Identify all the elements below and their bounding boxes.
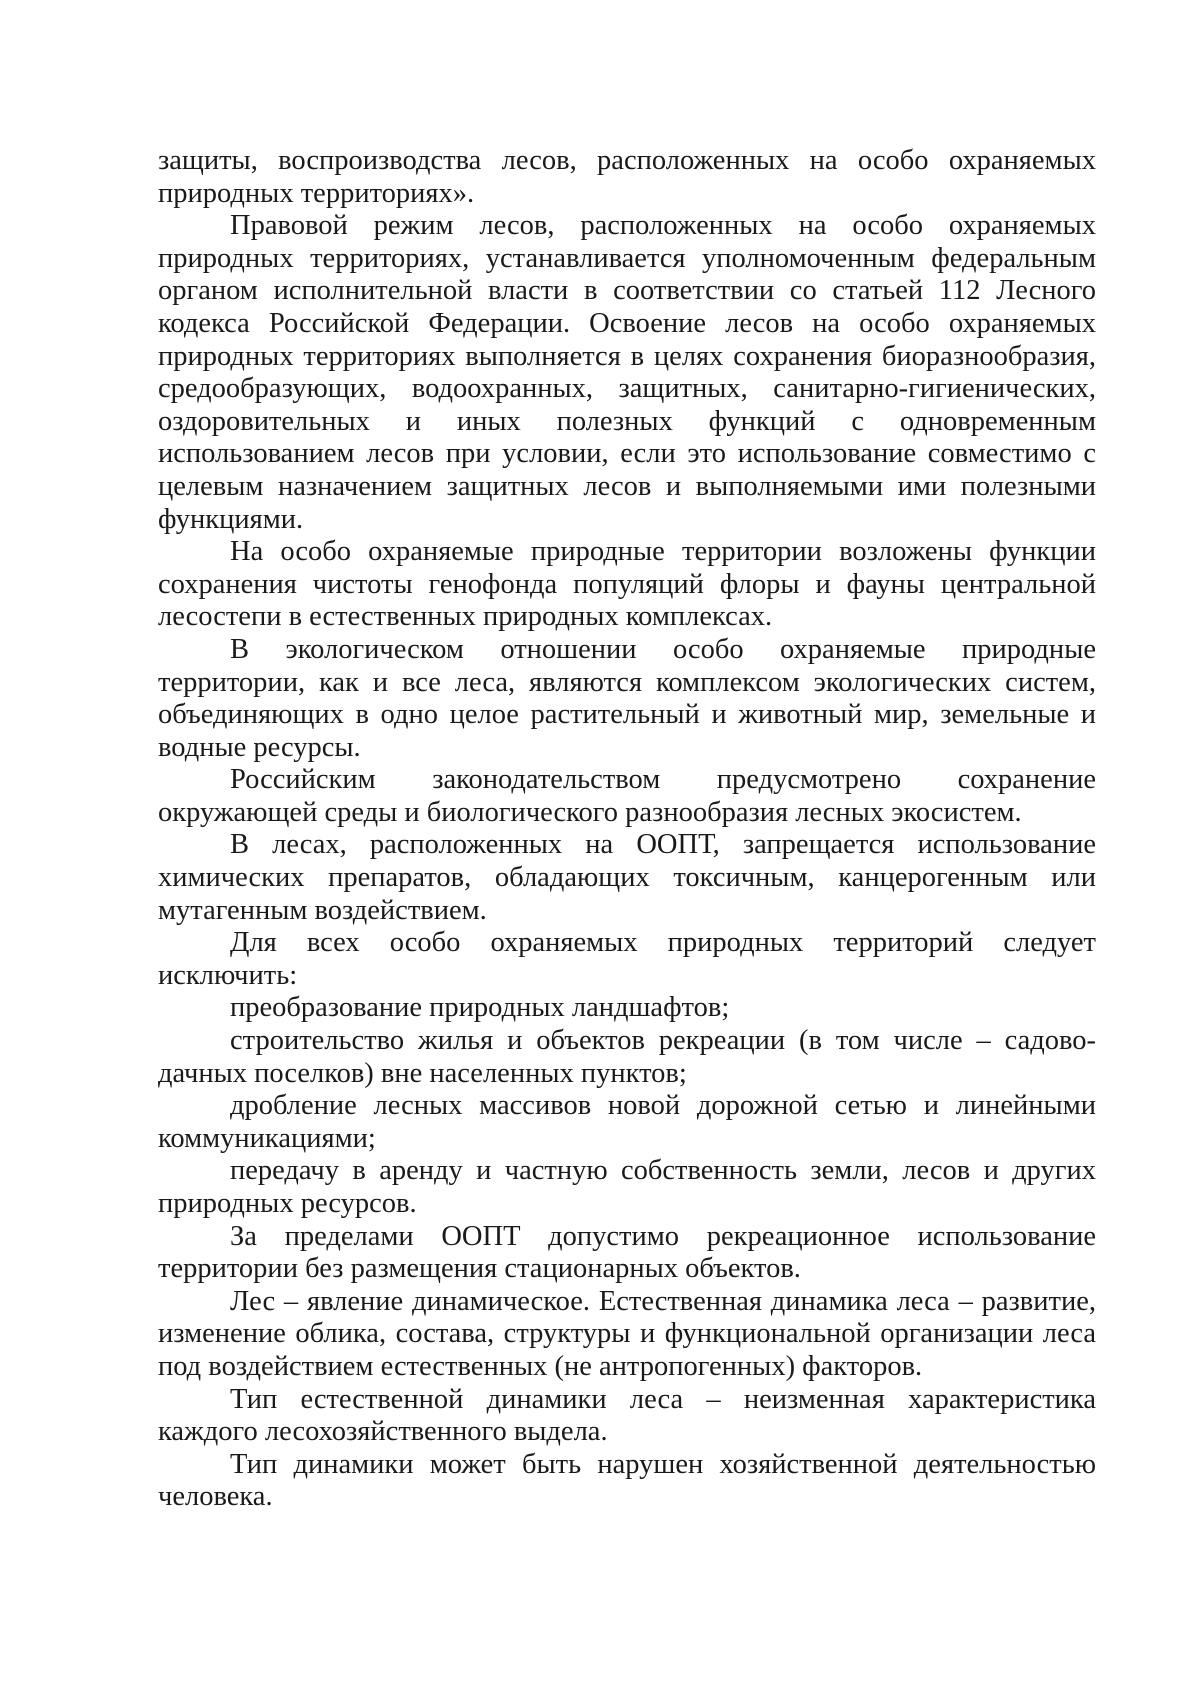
- list-item-construction: строительство жилья и объектов рекреации (в том числе – садово-дачных поселков) вне населенных пунктов;: [158, 1025, 1096, 1089]
- paragraph-exclusions-intro: Для всех особо охраняемых природных территорий следует исключить:: [158, 927, 1096, 991]
- list-item-fragmentation: дробление лесных массивов новой дорожной сетью и линейными коммуникациями;: [158, 1090, 1096, 1154]
- paragraph-legal-regime: Правовой режим лесов, расположенных на особо охраняемых природных территориях, устанавливается уполномоченным федеральным органом исполнительной власти в соответствии со статьей 112 Лесного кодекса Российской Федерации. Освоение лесов на особо охраняемых природных территориях выполняется в целях сохранения биоразнообразия, средообразующих, водоохранных, защитных, санитарно-гигиенических, оздоровительных и иных полезных функций с одновременным использованием лесов при условии, если это использование совместимо с целевым назначением защитных лесов и выполняемыми ими полезными функциями.: [158, 210, 1096, 535]
- paragraph-forest-dynamics: Лес – явление динамическое. Естественная динамика леса – развитие, изменение облика, состава, структуры и функциональной организации леса под воздействием естественных (не антропогенных) факторов.: [158, 1285, 1096, 1382]
- paragraph-human-impact: Тип динамики может быть нарушен хозяйственной деятельностью человека.: [158, 1448, 1096, 1513]
- paragraph-chemicals-ban: В лесах, расположенных на ООПТ, запрещается использование химических препаратов, обладающих токсичным, канцерогенным или мутагенным воздействием.: [158, 829, 1096, 926]
- list-item-lease: передачу в аренду и частную собственность земли, лесов и других природных ресурсов.: [158, 1155, 1096, 1219]
- paragraph-gene-pool: На особо охраняемые природные территории возложены функции сохранения чистоты генофонда популяций флоры и фауны центральной лесостепи в естественных природных комплексах.: [158, 536, 1096, 633]
- paragraph-recreation: За пределами ООПТ допустимо рекреационное использование территории без размещения стационарных объектов.: [158, 1220, 1096, 1285]
- paragraph-legislation: Российским законодательством предусмотрено сохранение окружающей среды и биологического разнообразия лесных экосистем.: [158, 764, 1096, 828]
- document-body: [158, 145, 1096, 1514]
- paragraph-dynamics-type: Тип естественной динамики леса – неизменная характеристика каждого лесохозяйственного выдела.: [158, 1383, 1096, 1448]
- list-item-landscapes: преобразование природных ландшафтов;: [230, 992, 730, 1024]
- paragraph-continuation: защиты, воспроизводства лесов, расположенных на особо охраняемых природных территориях».: [158, 145, 1096, 209]
- paragraph-ecological: В экологическом отношении особо охраняемые природные территории, как и все леса, являются комплексом экологических систем, объединяющих в одно целое растительный и животный мир, земельные и водные ресурсы.: [158, 633, 1096, 763]
